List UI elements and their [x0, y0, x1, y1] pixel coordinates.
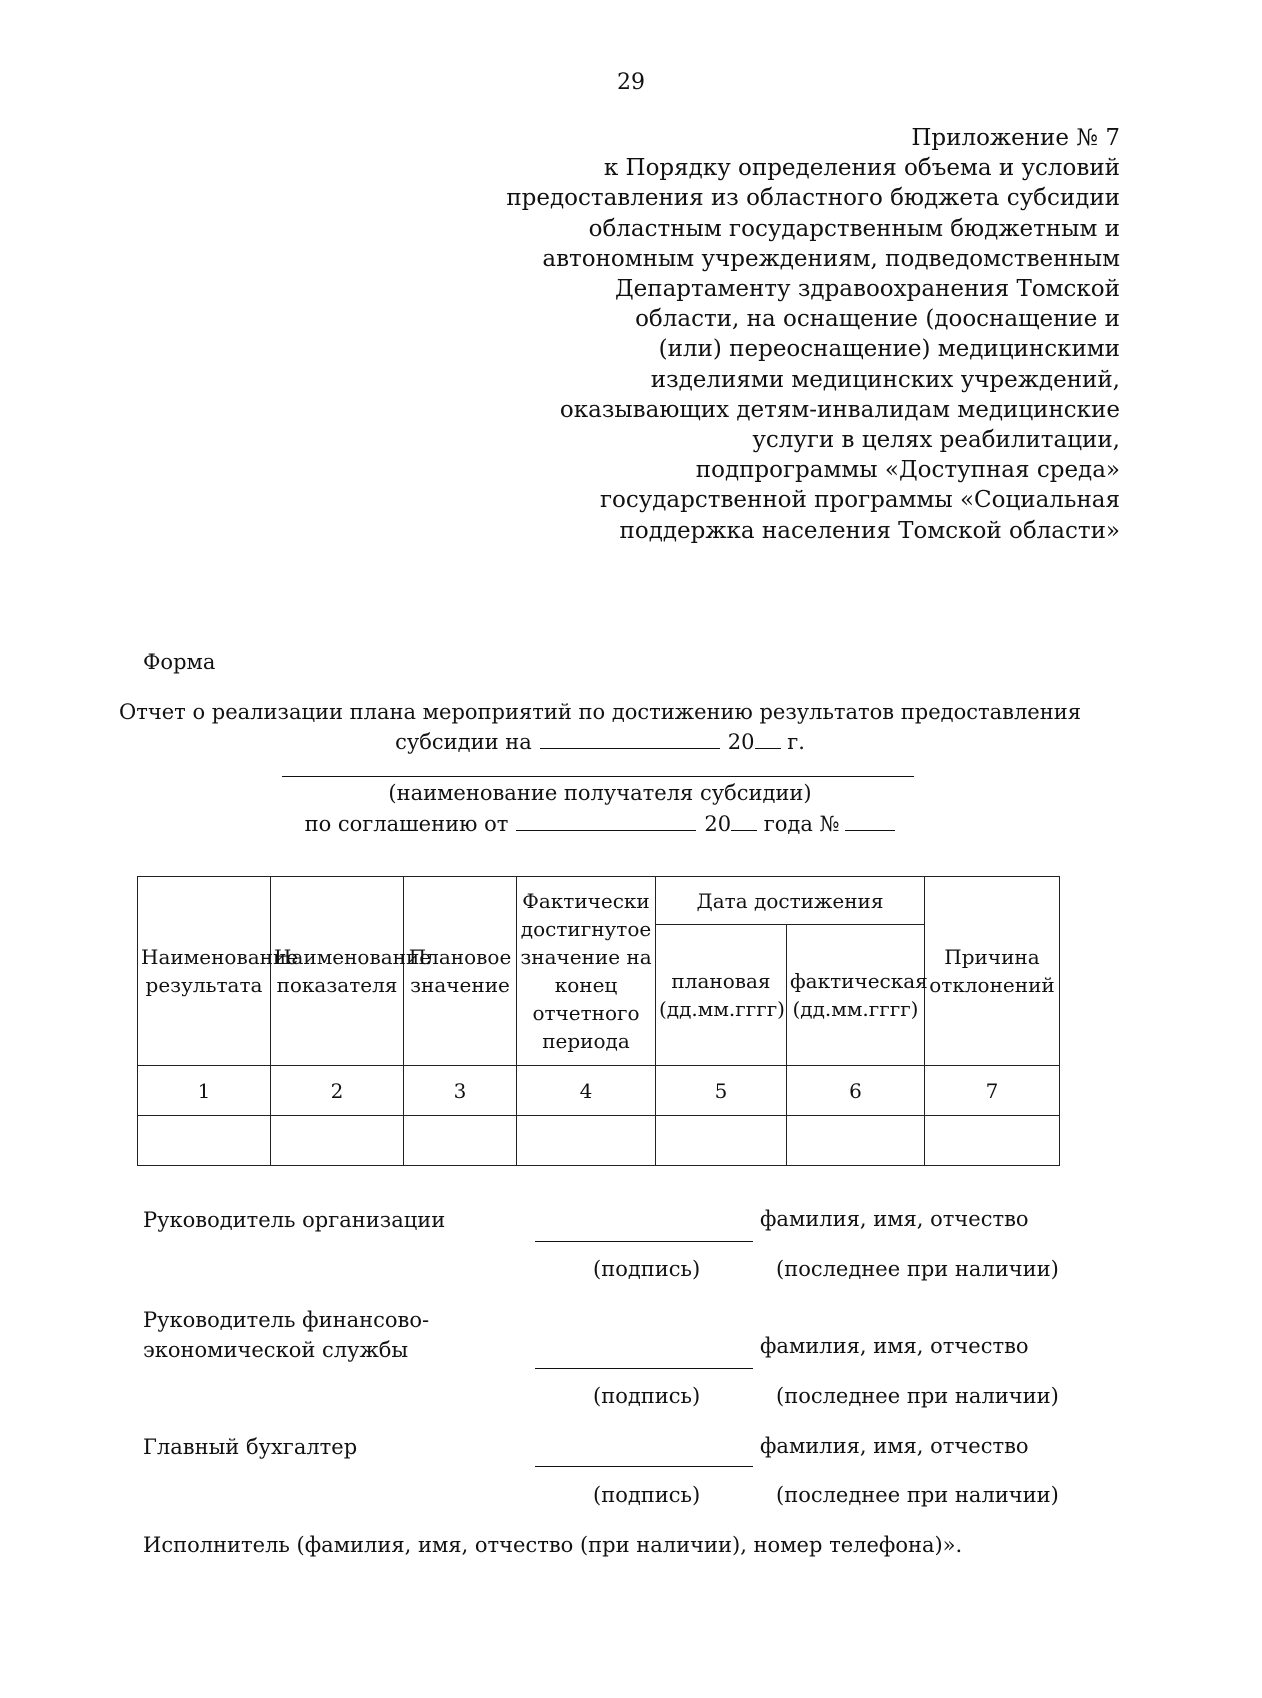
signature-caption-director: (подпись): [593, 1257, 701, 1281]
signature-fio-director: фамилия, имя, отчество: [760, 1207, 1029, 1231]
column-number: 6: [787, 1066, 925, 1116]
appendix-line: к Порядку определения объема и условий: [603, 155, 1120, 182]
header-actual-value: Фактически достигнутое значение на конец отчетного периода: [517, 877, 656, 1066]
header-deviation-reason: Причина отклонений: [925, 877, 1060, 1066]
agreement-line: [0, 810, 1200, 836]
header-indicator-name: Наименование показателя: [271, 877, 404, 1066]
agreement-date-blank: [516, 810, 696, 831]
title-suffix: г.: [787, 730, 805, 754]
table-cell: [138, 1116, 271, 1166]
signature-line-accountant: [535, 1466, 753, 1467]
signature-caption-accountant: (подпись): [593, 1483, 701, 1507]
header-planned-value: Плановое значение: [404, 877, 517, 1066]
agreement-number-blank: [845, 810, 895, 831]
table-cell: [656, 1116, 787, 1166]
table-cell: [271, 1116, 404, 1166]
report-date-blank: [540, 728, 720, 749]
table-cell: [517, 1116, 656, 1166]
signature-label-line: Руководитель финансово-: [143, 1308, 430, 1332]
column-number: 4: [517, 1066, 656, 1116]
column-number: 5: [656, 1066, 787, 1116]
fio-caption-accountant: (последнее при наличии): [776, 1483, 1059, 1507]
report-year-blank: [755, 728, 781, 749]
table-cell: [404, 1116, 517, 1166]
column-number: 3: [404, 1066, 517, 1116]
appendix-line: услуги в целях реабилитации,: [752, 427, 1120, 454]
signature-label-finance: [143, 1305, 429, 1365]
agreement-prefix: по соглашению от: [304, 812, 509, 836]
header-actual-date: фактическая (дд.мм.гггг): [787, 925, 925, 1066]
title-year-prefix: 20: [727, 730, 755, 754]
column-number: 2: [271, 1066, 404, 1116]
signature-line-finance: [535, 1368, 753, 1369]
form-label: Форма: [143, 650, 216, 674]
header-achievement-date: Дата достижения: [656, 877, 925, 925]
table-cell: [787, 1116, 925, 1166]
recipient-name-blank: [282, 776, 914, 777]
table-row: [138, 1116, 1060, 1166]
page-number: 29: [617, 70, 645, 95]
signature-caption-finance: (подпись): [593, 1384, 701, 1408]
agreement-year-suffix: года №: [763, 812, 840, 836]
appendix-line: Приложение № 7: [911, 125, 1120, 151]
column-number: 1: [138, 1066, 271, 1116]
signature-fio-accountant: фамилия, имя, отчество: [760, 1434, 1029, 1458]
appendix-header: [480, 123, 1120, 546]
title-line-1: Отчет о реализации плана мероприятий по достижению результатов предоставления: [119, 700, 1081, 724]
executor-line: Исполнитель (фамилия, имя, отчество (при наличии), номер телефона)».: [143, 1533, 963, 1557]
agreement-year-prefix: 20: [704, 812, 732, 836]
fio-caption-director: (последнее при наличии): [776, 1257, 1059, 1281]
recipient-caption: (наименование получателя субсидии): [388, 781, 812, 805]
signature-line-director: [535, 1241, 753, 1242]
signature-fio-finance: фамилия, имя, отчество: [760, 1334, 1029, 1358]
report-table: [137, 876, 1060, 1166]
agreement-year-blank: [731, 810, 757, 831]
appendix-line: Департаменту здравоохранения Томской: [614, 276, 1120, 303]
appendix-line: изделиями медицинских учреждений,: [650, 366, 1120, 393]
appendix-line: области, на оснащение (дооснащение и: [635, 306, 1120, 333]
column-number-row: [138, 1066, 1060, 1116]
signature-label-director: Руководитель организации: [143, 1208, 446, 1232]
signature-label-line: экономической службы: [143, 1338, 409, 1362]
signature-label-accountant: Главный бухгалтер: [143, 1435, 358, 1459]
appendix-line: государственной программы «Социальная: [599, 487, 1120, 514]
appendix-line: областным государственным бюджетным и: [588, 215, 1120, 242]
appendix-line: поддержка населения Томской области»: [619, 517, 1120, 544]
header-result-name: Наименование результата: [138, 877, 271, 1066]
title-prefix: субсидии на: [395, 730, 532, 754]
table-cell: [925, 1116, 1060, 1166]
title-line-2: [0, 727, 1200, 757]
column-number: 7: [925, 1066, 1060, 1116]
header-planned-date: плановая (дд.мм.гггг): [656, 925, 787, 1066]
appendix-line: оказывающих детям-инвалидам медицинские: [559, 396, 1120, 423]
appendix-line: автономным учреждениям, подведомственным: [542, 245, 1120, 272]
appendix-line: (или) переоснащение) медицинскими: [658, 336, 1120, 363]
appendix-line: предоставления из областного бюджета субсидии: [506, 185, 1120, 212]
fio-caption-finance: (последнее при наличии): [776, 1384, 1059, 1408]
appendix-line: подпрограммы «Доступная среда»: [695, 457, 1120, 484]
report-title: [0, 697, 1200, 757]
